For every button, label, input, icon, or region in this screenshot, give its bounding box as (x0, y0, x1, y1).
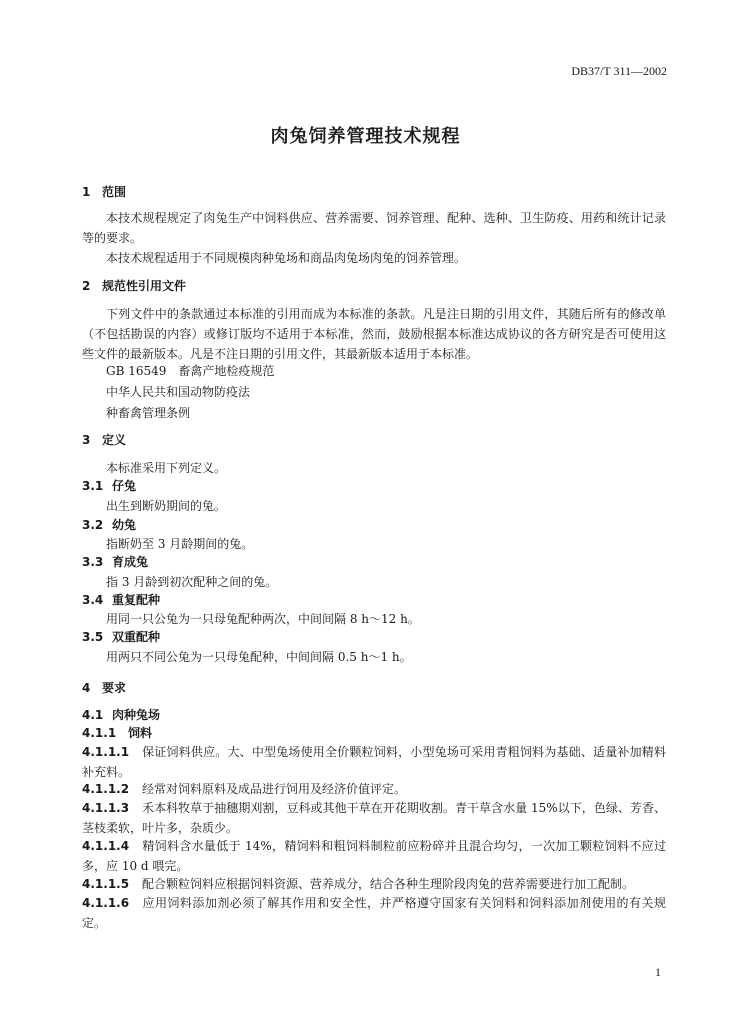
section-number: 1 (82, 185, 91, 199)
clause-item (82, 798, 666, 838)
section-1-heading (82, 184, 126, 200)
definition-description: 指断奶至 3 月龄期间的兔。 (106, 537, 254, 551)
clause-text: 经常对饲料原料及成品进行饲用及经济价值评定。 (142, 782, 407, 796)
section-3-heading (82, 432, 126, 448)
clause-text: 精饲料含水量低于 14%，精饲料和粗饲料制粒前应粉碎并且混合均匀，一次加工颗粒饲料不应过多，应 10 d 喂完。 (82, 839, 666, 873)
clause-number: 4.1.1.4 (82, 839, 130, 853)
clause-text: 配合颗粒饲料应根据饲料资源、营养成分，结合各种生理阶段肉兔的营养需要进行加工配制。 (142, 877, 635, 891)
definition-description: 用两只不同公兔为一只母兔配种，中间间隔 0.5 h～1 h。 (106, 650, 412, 664)
definition-term: 重复配种 (112, 593, 161, 607)
clause-item (82, 893, 666, 933)
section-title: 规范性引用文件 (102, 279, 187, 293)
definition-number: 3.3 (82, 555, 104, 569)
section-2-paragraph-1: 下列文件中的条款通过本标准的引用而成为本标准的条款。凡是注日期的引用文件，其随后所有的修改单（不包括勘误的内容）或修订版均不适用于本标准，然而，鼓励根据本标准达成协议的各方研究是否可使用这些文件的最新版本。凡是不注日期的引用文件，其最新版本适用于本标准。 (82, 307, 666, 361)
definition-number: 3.2 (82, 518, 104, 532)
clause-item (82, 742, 666, 782)
section-number: 3 (82, 433, 91, 447)
section-title: 范围 (102, 185, 127, 199)
standard-code: DB37/T 311—2002 (571, 64, 667, 78)
definition-term: 仔兔 (112, 479, 137, 493)
reference-item: GB 16549 畜禽产地检疫规范 (106, 364, 275, 378)
definition-description: 出生到断奶期间的兔。 (106, 499, 227, 513)
clause-item (82, 779, 666, 799)
section-title: 定义 (102, 433, 127, 447)
clause-item (82, 836, 666, 876)
reference-item: 中华人民共和国动物防疫法 (106, 385, 251, 399)
definition-term: 双重配种 (112, 630, 161, 644)
section-1-paragraph-1: 本技术规程规定了肉兔生产中饲料供应、营养需要、饲养管理、配种、选种、卫生防疫、用药和统计记录等的要求。 (82, 211, 666, 245)
section-1-paragraph-2: 本技术规程适用于不同规模肉种兔场和商品肉兔场肉兔的饲养管理。 (106, 251, 467, 265)
clause-number: 4.1.1.6 (82, 896, 130, 910)
definition-heading (82, 592, 160, 608)
definition-term: 育成兔 (112, 555, 149, 569)
definition-number: 3.1 (82, 479, 104, 493)
document-title: 肉兔饲养管理技术规程 (270, 126, 461, 147)
reference-item: 种畜禽管理条例 (106, 406, 191, 420)
definition-term: 幼兔 (112, 518, 137, 532)
section-number: 4 (82, 681, 91, 695)
definition-description: 指 3 月龄到初次配种之间的兔。 (106, 575, 278, 589)
clause-item (82, 874, 666, 894)
subsection-4-1-1-heading (82, 725, 152, 741)
definition-heading (82, 478, 136, 494)
clause-text: 保证饲料供应。大、中型兔场使用全价颗粒饲料，小型兔场可采用青粗饲料为基础、适量补加精料补充料。 (82, 745, 666, 779)
subsection-title: 饲料 (128, 726, 153, 740)
clause-number: 4.1.1.2 (82, 782, 130, 796)
definition-heading (82, 629, 160, 645)
definition-heading (82, 517, 136, 533)
clause-number: 4.1.1.5 (82, 877, 130, 891)
subsection-number: 4.1.1 (82, 726, 117, 740)
clause-text: 禾本科牧草于抽穗期刈割，豆科或其他干草在开花期收割。青干草含水量 15%以下，色绿、芳香、茎枝柔软，叶片多，杂质少。 (82, 801, 666, 835)
clause-number: 4.1.1.1 (82, 745, 130, 759)
clause-text: 应用饲料添加剂必须了解其作用和安全性，并严格遵守国家有关饲料和饲料添加剂使用的有关规定。 (82, 896, 666, 930)
section-2-heading (82, 278, 186, 294)
section-4-heading (82, 680, 126, 696)
subsection-number: 4.1 (82, 708, 104, 722)
subsection-title: 肉种兔场 (112, 708, 161, 722)
section-title: 要求 (102, 681, 127, 695)
definition-heading (82, 554, 148, 570)
page-number: 1 (655, 965, 661, 979)
subsection-4-1-heading (82, 707, 160, 723)
section-3-intro: 本标准采用下列定义。 (106, 461, 227, 475)
definition-number: 3.4 (82, 593, 104, 607)
definition-number: 3.5 (82, 630, 104, 644)
definition-description: 用同一只公兔为一只母兔配种两次，中间间隔 8 h～12 h。 (106, 612, 420, 626)
clause-number: 4.1.1.3 (82, 801, 130, 815)
section-number: 2 (82, 279, 91, 293)
